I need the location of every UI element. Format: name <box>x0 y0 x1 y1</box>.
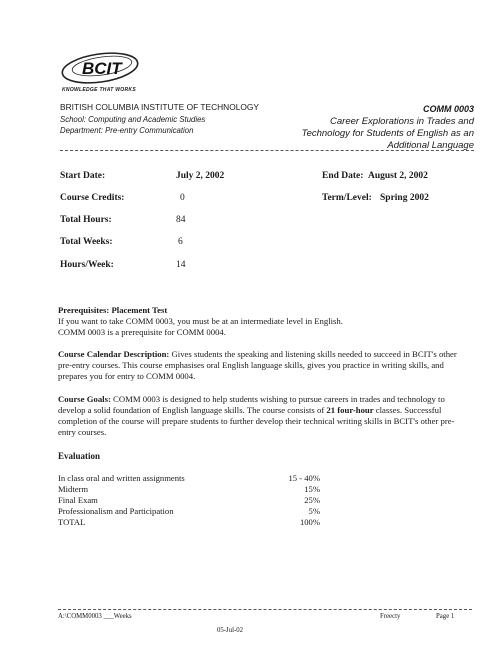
department-name: Department: Pre-entry Communication <box>60 126 194 135</box>
footer-file-path: A:\COMM0003 ___Weeks <box>58 613 132 620</box>
prerequisites-line-2: COMM 0003 is a prerequisite for COMM 0004. <box>58 327 226 337</box>
evaluation-row-label: In class oral and written assignments <box>58 473 185 483</box>
hours-week-value: 14 <box>176 260 186 270</box>
credits-value: 0 <box>180 193 185 203</box>
evaluation-row-label: Final Exam <box>58 495 98 505</box>
calendar-description-text: Gives students the speaking and listening skills needed to succeed in BCIT's other pre-entry courses. This course emphasises oral English language skills, gives you practice in writing skills, and prepares you for entry to COMM 0004. <box>58 349 457 381</box>
logo-tagline: KNOWLEDGE THAT WORKS <box>62 87 136 93</box>
course-title-line-2: Technology for Students of English as an <box>301 128 474 139</box>
term-label: Term/Level: <box>322 193 372 203</box>
course-goals-emphasis: 21 four-hour <box>326 405 374 415</box>
evaluation-row-value: 5% <box>308 506 320 516</box>
course-title-line-3: Additional Language <box>387 140 474 151</box>
evaluation-row-value: 15 - 40% <box>288 473 320 483</box>
logo-text: BCIT <box>82 59 122 78</box>
calendar-description-heading: Course Calendar Description: <box>58 349 170 359</box>
total-hours-value: 84 <box>176 215 186 225</box>
term-value: Spring 2002 <box>380 193 429 203</box>
total-hours-label: Total Hours: <box>60 215 112 225</box>
evaluation-heading: Evaluation <box>58 451 101 461</box>
hours-week-label: Hours/Week: <box>60 260 114 270</box>
institute-name: BRITISH COLUMBIA INSTITUTE OF TECHNOLOGY <box>60 102 260 112</box>
prerequisites-section <box>58 305 472 338</box>
evaluation-row-label: Professionalism and Participation <box>58 506 174 516</box>
evaluation-row-label: Midterm <box>58 484 89 494</box>
end-date-label: End Date: <box>322 171 364 181</box>
course-goals-section <box>58 394 472 438</box>
footer-page-number: Page 1 <box>436 613 455 620</box>
evaluation-row-value: 25% <box>304 495 320 505</box>
total-weeks-value: 6 <box>178 237 183 247</box>
calendar-description-section <box>58 349 472 382</box>
prerequisites-heading: Prerequisites: Placement Test <box>58 305 168 315</box>
footer-date: 05-Jul-02 <box>217 627 244 634</box>
start-date-label: Start Date: <box>60 171 106 181</box>
credits-label: Course Credits: <box>60 193 125 203</box>
course-goals-text-end: classes. Successful completion of the course will prepare students to further develop their technical writing skills in BCIT's other pre-entry courses. <box>58 405 455 437</box>
start-date-value: July 2, 2002 <box>176 171 225 181</box>
evaluation-total-value: 100% <box>299 517 320 527</box>
course-title-line-1: Career Explorations in Trades and <box>330 116 474 127</box>
course-code: COMM 0003 <box>422 104 474 114</box>
end-date-value: August 2, 2002 <box>368 171 428 181</box>
total-weeks-label: Total Weeks: <box>60 237 113 247</box>
evaluation-total-label: TOTAL <box>58 517 86 527</box>
prerequisites-line-1: If you want to take COMM 0003, you must be at an intermediate level in English. <box>58 316 343 326</box>
footer-divider <box>58 609 472 610</box>
school-name: School: Computing and Academic Studies <box>60 115 206 124</box>
course-goals-heading: Course Goals: <box>58 394 111 404</box>
evaluation-row-value: 15% <box>304 484 320 494</box>
header-divider <box>60 150 474 151</box>
course-goals-text: COMM 0003 is designed to help students wishing to pursue careers in trades and technology to develop a solid foundation of English language skills. The course consists of <box>58 394 445 415</box>
footer-status: Freecty <box>380 613 401 620</box>
